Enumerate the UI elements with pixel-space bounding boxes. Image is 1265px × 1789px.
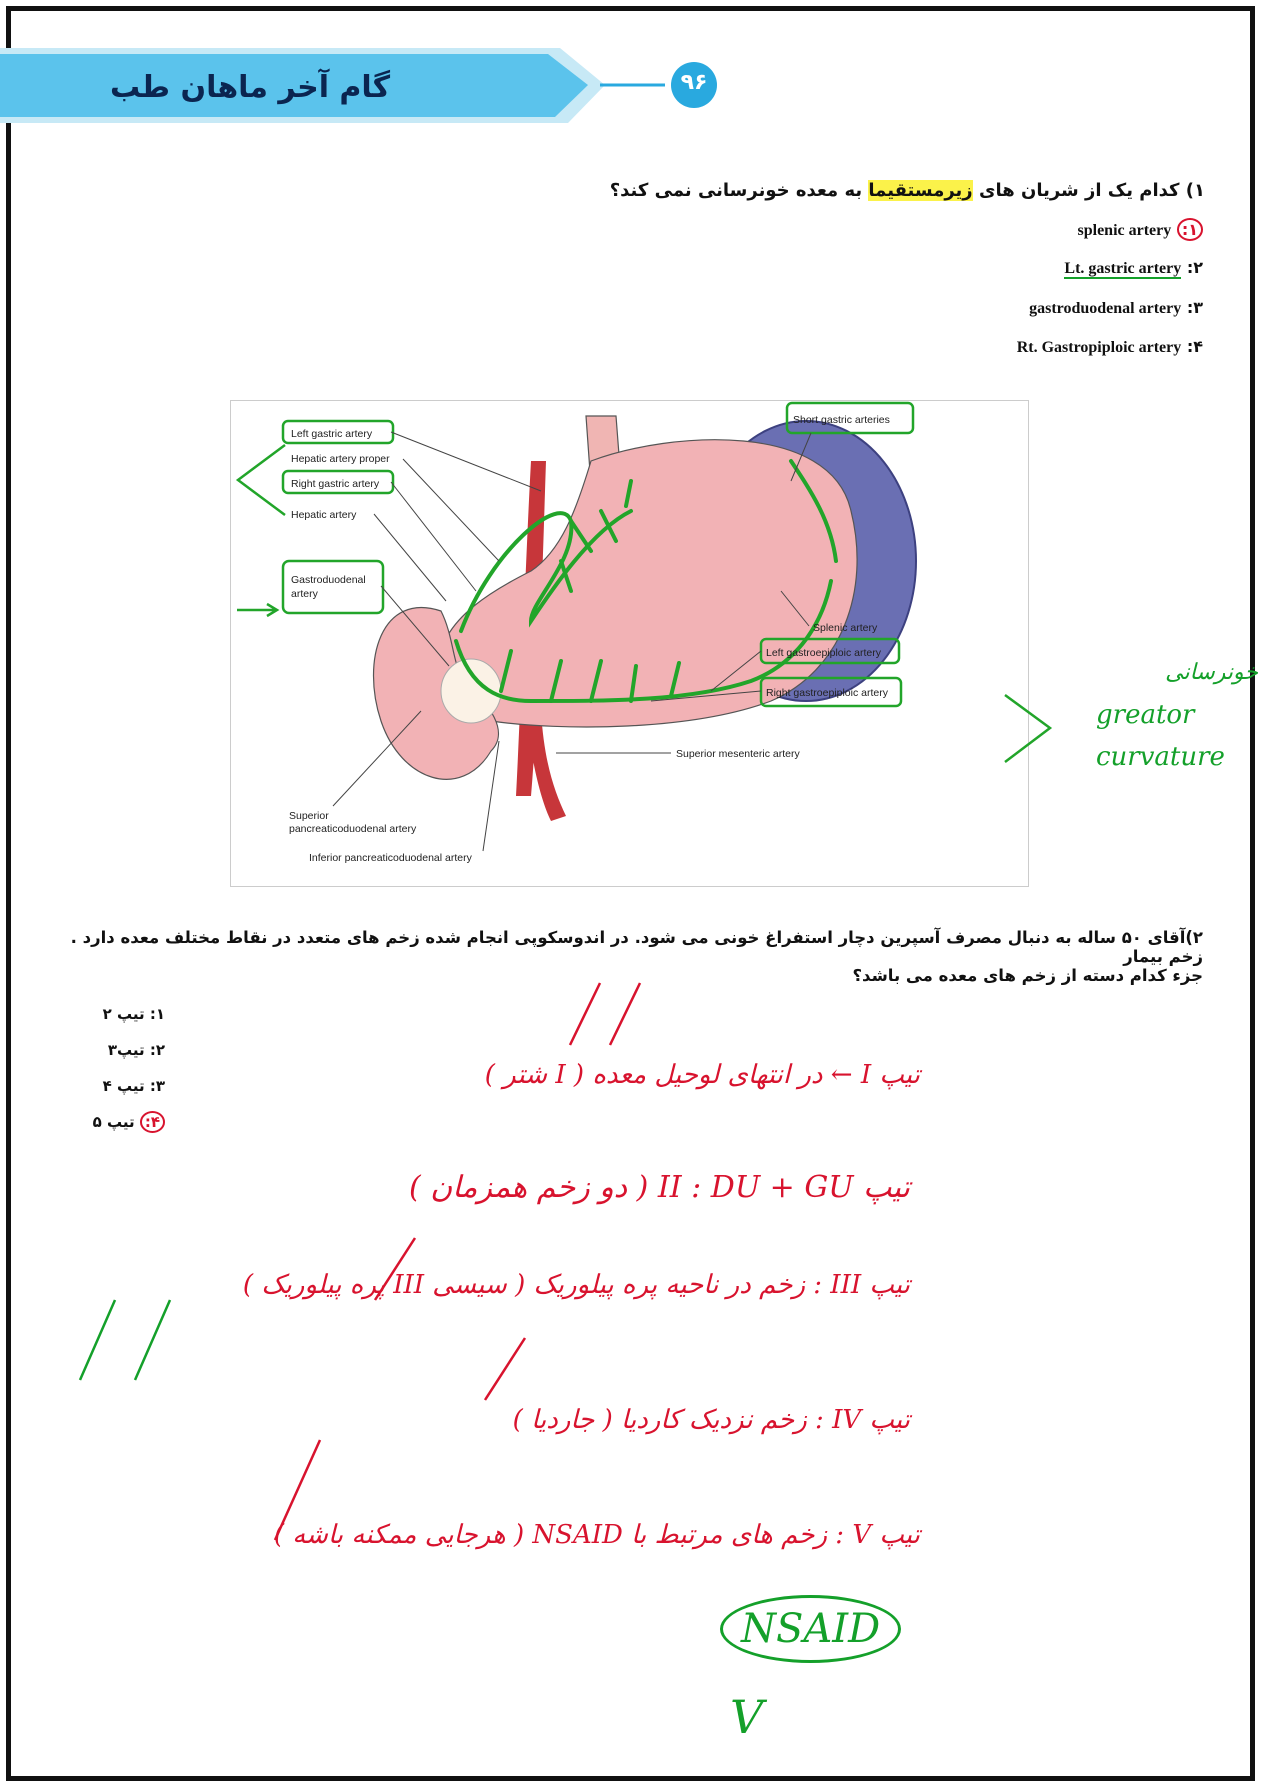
q2-option-4[interactable] <box>93 1113 165 1131</box>
bracket-right <box>1000 690 1060 770</box>
side-note-line3: curvature <box>1096 742 1225 772</box>
q2-option-3[interactable] <box>103 1077 165 1095</box>
label-sup-pancreatico-1: Superior <box>289 810 329 822</box>
arrow-gastroduodenal <box>232 600 282 620</box>
box-gastroduodenal <box>283 561 383 613</box>
option-number: ۴: <box>1186 337 1203 356</box>
option-text: تیپ ۵ <box>92 1113 135 1131</box>
question-1 <box>610 180 1205 201</box>
handwritten-v: V <box>730 1690 764 1744</box>
label-right-gastroepiploic: Right gastroepiploic artery <box>766 687 888 699</box>
option-number: ۱: <box>149 1005 165 1023</box>
label-hepatic-proper: Hepatic artery proper <box>291 453 390 465</box>
green-slashes <box>60 1280 360 1390</box>
label-short-gastric: Short gastric arteries <box>793 414 890 426</box>
option-text: تیپ ۴ <box>102 1077 145 1095</box>
option-number: ۲: <box>1186 258 1203 277</box>
header-title: گام آخر ماهان طب <box>110 70 391 105</box>
option-text: splenic artery <box>1077 222 1172 239</box>
label-superior-mesenteric: Superior mesenteric artery <box>676 748 800 760</box>
handwritten-nsaid: NSAID <box>720 1595 901 1663</box>
question-1-text-after: به معده خونرسانی نمی کند؟ <box>609 180 863 201</box>
label-gastroduodenal-2: artery <box>291 588 318 600</box>
option-number: ۲: <box>149 1041 165 1059</box>
q2-option-2[interactable] <box>108 1041 165 1059</box>
label-right-gastric: Right gastric artery <box>291 478 380 490</box>
page-number: ۹۶ <box>680 70 708 95</box>
q1-option-3[interactable] <box>1029 298 1203 318</box>
stomach-arteries-figure <box>230 400 1029 887</box>
side-note-line1: خونرسانی <box>1165 660 1258 685</box>
slash-marks <box>560 975 670 1055</box>
label-sup-pancreatico-2: pancreaticoduodenal artery <box>289 823 417 835</box>
figure-drawing <box>231 401 1028 886</box>
option-number: ۴: <box>140 1111 165 1133</box>
question-1-text-before: کدام یک از شریان های <box>978 180 1180 201</box>
q1-option-4[interactable] <box>1017 337 1203 357</box>
option-number: ۳: <box>149 1077 165 1095</box>
label-gastroduodenal-1: Gastroduodenal <box>291 574 366 586</box>
option-number: ۱: <box>1177 218 1203 241</box>
handwritten-type4: تیپ IV : زخم نزدیک کاردیا ( جاردیا ) <box>512 1405 910 1435</box>
label-hepatic: Hepatic artery <box>291 509 357 521</box>
bracket-left <box>230 440 290 520</box>
option-text: تیپ ۲ <box>102 1005 145 1023</box>
label-left-gastric: Left gastric artery <box>291 428 373 440</box>
question-1-number: ۱) <box>1185 180 1205 201</box>
option-text: gastroduodenal artery <box>1029 300 1182 317</box>
question-2-line2: جزء کدام دسته از زخم های معده می باشد؟ <box>852 966 1203 985</box>
label-inf-pancreatico: Inferior pancreaticoduodenal artery <box>309 852 472 864</box>
red-slash-type3 <box>360 1230 440 1310</box>
option-text: تیپ۳ <box>107 1041 145 1059</box>
question-2-line1: ۲)آقای ۵۰ ساله به دنبال مصرف آسپرین دچار استفراغ خونی می شود. در اندوسکوپی انجام شده زخم های متعدد در نقاط مختلف معده دارد . زخم بیمار <box>70 928 1203 966</box>
handwritten-type2: تیپ II : DU + GU ( دو زخم همزمان ) <box>409 1170 910 1205</box>
option-number: ۳: <box>1186 298 1203 317</box>
q1-option-1[interactable] <box>1078 220 1204 240</box>
red-slash-type5 <box>260 1430 350 1550</box>
option-text: Lt. gastric artery <box>1064 260 1182 277</box>
option-text: Rt. Gastropiploic artery <box>1016 339 1182 356</box>
red-slash-type4 <box>470 1330 550 1410</box>
q2-option-1[interactable] <box>103 1005 165 1023</box>
label-splenic: Splenic artery <box>813 622 878 634</box>
side-note-line2: greator <box>1096 700 1195 730</box>
q1-option-2[interactable] <box>1064 258 1203 278</box>
handwritten-type3: تیپ III : زخم در ناحیه پره پیلوریک ( سیسی III پره پیلوریک ) <box>242 1270 910 1300</box>
question-1-highlight: زیرمستقیما <box>868 180 973 201</box>
handwritten-type5: تیپ V : زخم های مرتبط با NSAID ( هرجایی ممکنه باشه ) <box>273 1520 920 1550</box>
handwritten-type1: تیپ I ← در انتهای لوحیل معده ( I شتر ) <box>484 1060 920 1090</box>
label-left-gastroepiploic: Left gastroepiploic artery <box>766 647 881 659</box>
